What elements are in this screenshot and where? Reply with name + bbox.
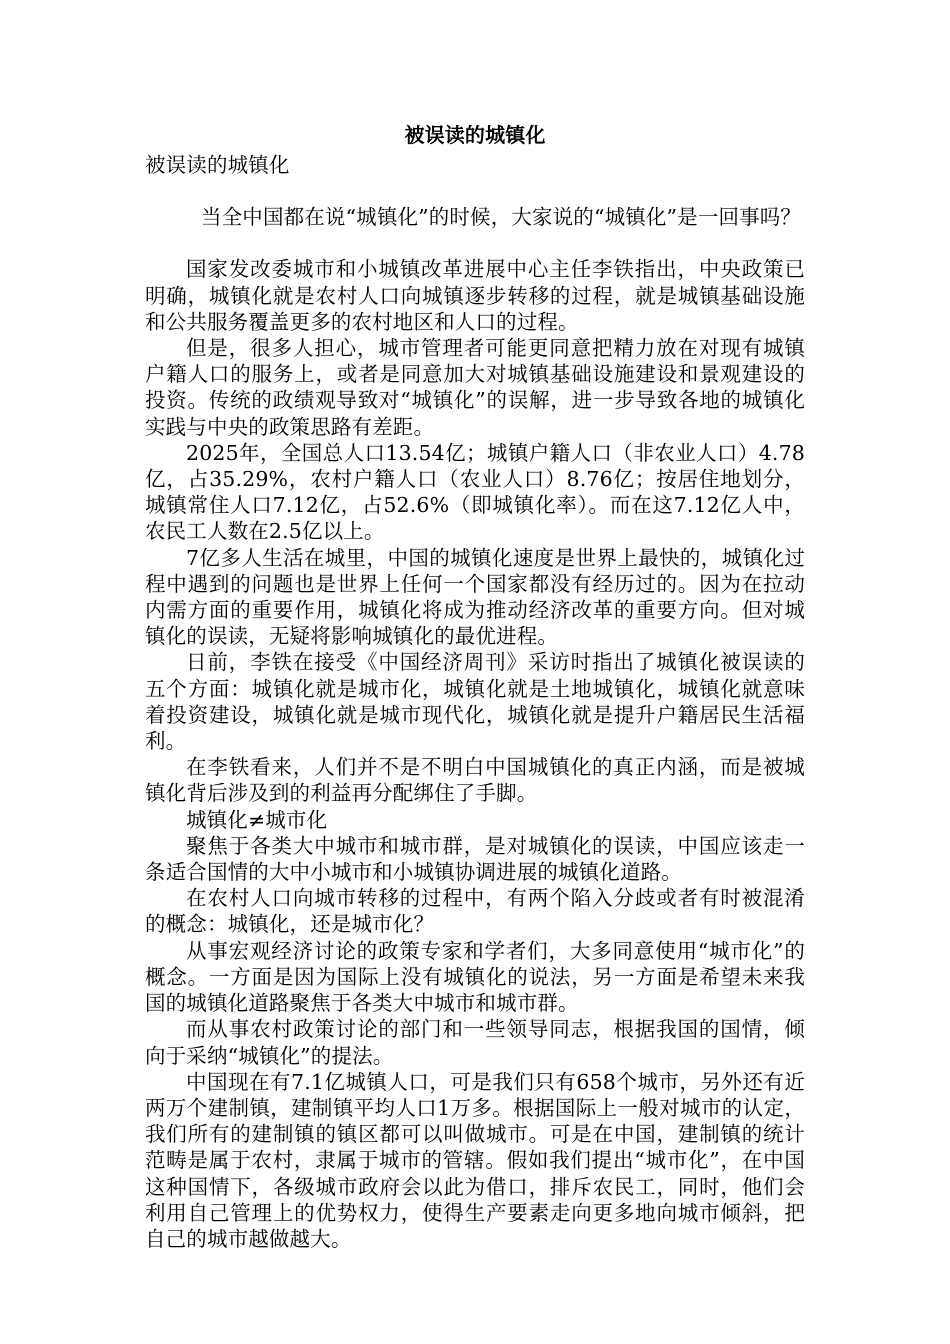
section-paragraph: 从事宏观经济讨论的政策专家和学者们，大多同意使用“城市化”的概念。一方面是因为国际上没有城镇化的说法，另一方面是希望未来我国的城镇化道路聚焦于各类大中城市和城市群。 — [145, 938, 805, 1016]
lead-paragraph: 当全中国都在说“城镇化”的时候，大家说的“城镇化”是一回事吗？ — [201, 205, 802, 230]
section-paragraph: 而从事农村政策讨论的部门和一些领导同志，根据我国的国情，倾向于采纳“城镇化”的提法。 — [145, 1017, 805, 1068]
body-paragraph: 7亿多人生活在城里，中国的城镇化速度是世界上最快的，城镇化过程中遇到的问题也是世界上任何一个国家都没有经历过的。因为在拉动内需方面的重要作用，城镇化将成为推动经济改革的重要方向。但对城镇化的误读，无疑将影响城镇化的最优进程。 — [145, 545, 805, 649]
blank-line — [145, 230, 805, 256]
section-paragraph: 中国现在有7.1亿城镇人口，可是我们只有658个城市，另外还有近两万个建制镇，建制镇平均人口1万多。根据国际上一般对城市的认定，我们所有的建制镇的镇区都可以叫做城市。可是在中国，建制镇的统计范畴是属于农村，隶属于城市的管辖。假如我们提出“城市化”，在中国这种国情下，各级城市政府会以此为借口，排斥农民工，同时，他们会利用自己管理上的优势权力，使得生产要素走向更多地向城市倾斜，把自己的城市越做越大。 — [145, 1069, 805, 1251]
section-paragraph: 在农村人口向城市转移的过程中，有两个陷入分歧或者有时被混淆的概念：城镇化，还是城市化？ — [145, 886, 805, 937]
document-subtitle: 被误读的城镇化 — [145, 153, 290, 177]
document-title: 被误读的城镇化 — [404, 123, 546, 147]
body-paragraph: 2025年，全国总人口13.54亿；城镇户籍人口（非农业人口）4.78亿，占35.29%，农村户籍人口（农业人口）8.76亿；按居住地划分，城镇常住人口7.12亿，占52.6%（即城镇化率）。而在这7.12亿人中，农民工人数在2.5亿以上。 — [145, 440, 805, 544]
section-heading: 城镇化≠城市化 — [186, 807, 328, 832]
body-paragraph: 日前，李铁在接受《中国经济周刊》采访时指出了城镇化被误读的五个方面：城镇化就是城市化，城镇化就是土地城镇化，城镇化就意味着投资建设，城镇化就是城市现代化，城镇化就是提升户籍居民生活福利。 — [145, 650, 805, 754]
blank-line — [145, 178, 805, 204]
section-paragraph: 聚焦于各类大中城市和城市群，是对城镇化的误读，中国应该走一条适合国情的大中小城市和小城镇协调进展的城镇化道路。 — [145, 833, 805, 885]
body-paragraph: 但是，很多人担心，城市管理者可能更同意把精力放在对现有城镇户籍人口的服务上，或者是同意加大对城镇基础设施建设和景观建设的投资。传统的政绩观导致对“城镇化”的误解，进一步导致各地的城镇化实践与中央的政策思路有差距。 — [145, 336, 805, 439]
body-paragraph: 国家发改委城市和小城镇改革进展中心主任李铁指出，中央政策已明确，城镇化就是农村人口向城镇逐步转移的过程，就是城镇基础设施和公共服务覆盖更多的农村地区和人口的过程。 — [145, 257, 805, 334]
document-page — [145, 120, 805, 1252]
body-paragraph: 在李铁看来，人们并不是不明白中国城镇化的真正内涵，而是被城镇化背后涉及到的利益再分配绑住了手脚。 — [145, 755, 805, 806]
